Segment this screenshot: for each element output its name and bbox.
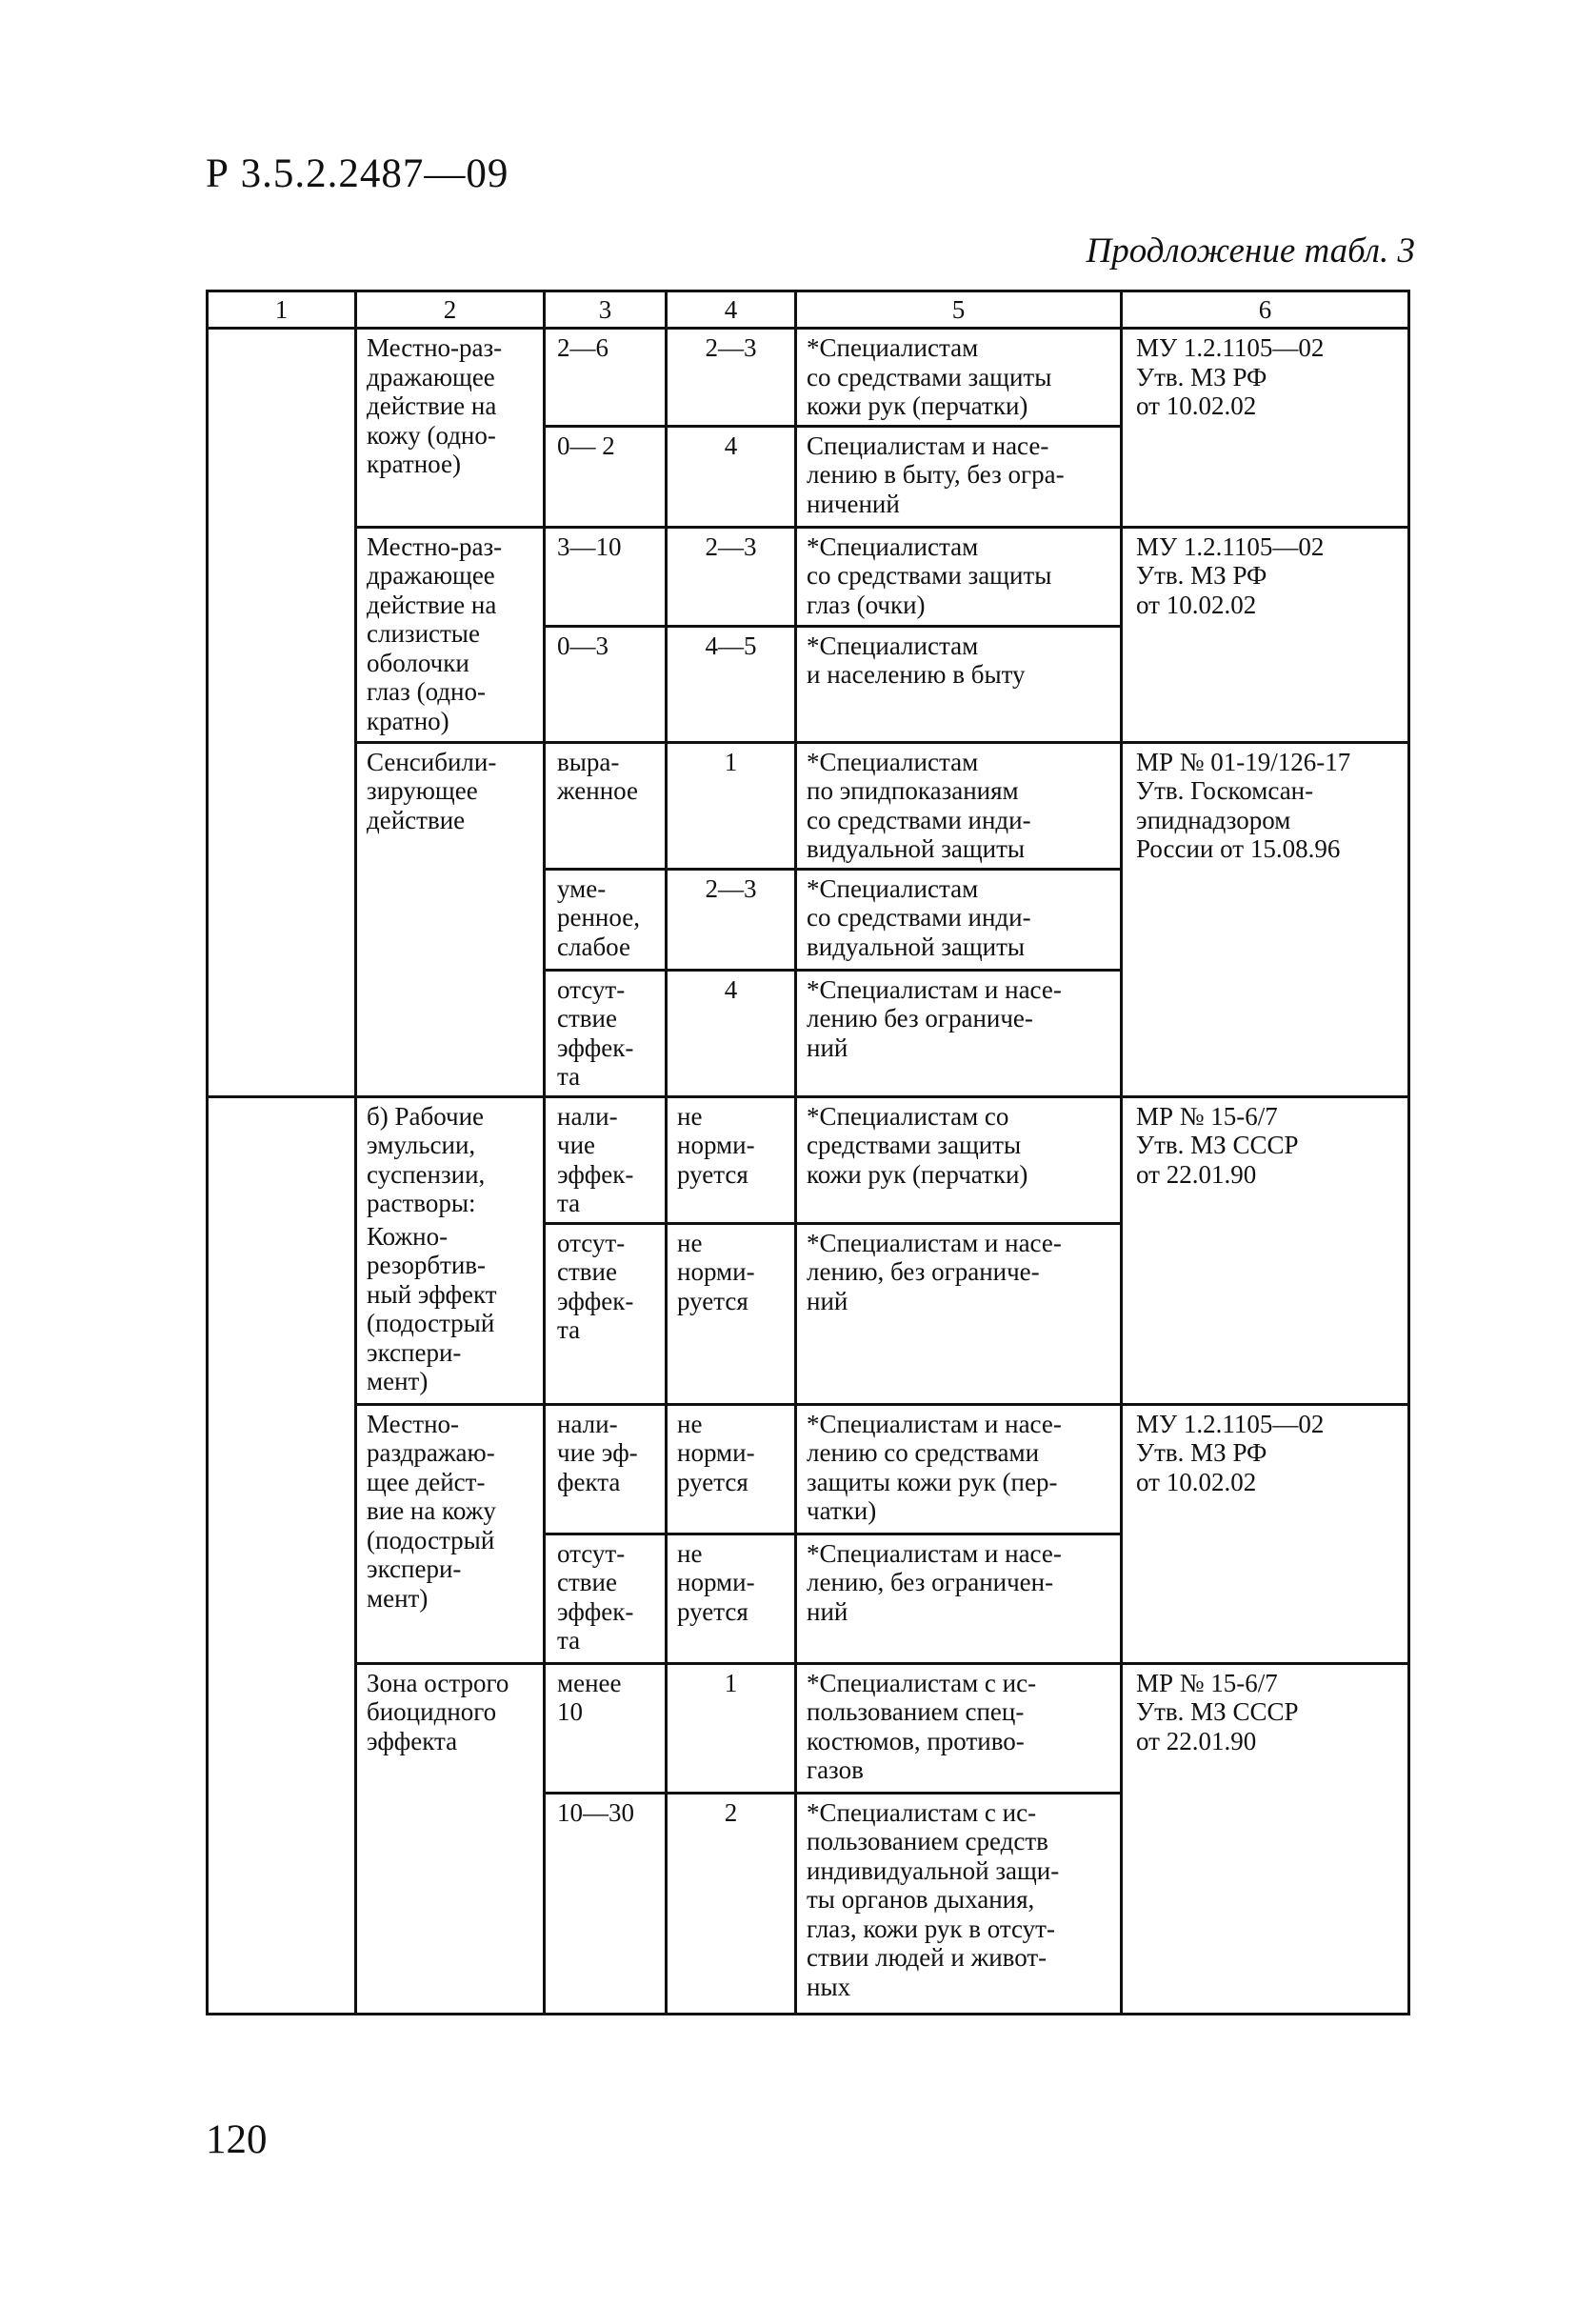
- effect-cell: Местно-раз- дражающее действие на кожу (одно- кратное): [356, 329, 545, 528]
- column-number-row: [208, 291, 1409, 329]
- table-row: [208, 329, 1409, 427]
- effect-sublabel: Кожно- резорбтив- ный эффект (подострый экспери- мент): [367, 1221, 497, 1395]
- column-1-cell: [208, 1096, 356, 2014]
- column-number: 4: [667, 291, 796, 329]
- reference-cell: МР № 15-6/7 Утв. МЗ СССР от 22.01.90: [1122, 1096, 1409, 1404]
- page-number: 120: [206, 2117, 268, 2162]
- class-cell: 1: [667, 742, 796, 869]
- level-cell: выра- женное: [545, 742, 667, 869]
- level-cell: нали- чие эф- фекта: [545, 1404, 667, 1534]
- class-cell: не норми- руется: [667, 1404, 796, 1534]
- level-cell: 10—30: [545, 1793, 667, 2014]
- class-cell: 2—3: [667, 869, 796, 970]
- recommendation-cell: *Специалистам со средствами защиты кожи рук (перчатки): [796, 329, 1122, 427]
- reference-cell: МУ 1.2.1105—02 Утв. МЗ РФ от 10.02.02: [1122, 1404, 1409, 1663]
- reference-cell: МУ 1.2.1105—02 Утв. МЗ РФ от 10.02.02: [1122, 329, 1409, 528]
- effect-cell: Зона острого биоцидного эффекта: [356, 1663, 545, 2014]
- class-cell: 2—3: [667, 329, 796, 427]
- column-number: 1: [208, 291, 356, 329]
- table-row: [208, 742, 1409, 869]
- effect-cell: Местно-раз- дражающее действие на слизистые оболочки глаз (одно- кратно): [356, 527, 545, 742]
- recommendation-cell: *Специалистам с ис- пользованием спец- костюмов, противо- газов: [796, 1663, 1122, 1793]
- class-cell: не норми- руется: [667, 1223, 796, 1404]
- class-cell: 2—3: [667, 527, 796, 626]
- level-cell: 0— 2: [545, 426, 667, 527]
- class-cell: не норми- руется: [667, 1534, 796, 1663]
- document-code: Р 3.5.2.2487—09: [206, 151, 509, 196]
- recommendation-cell: *Специалистам со средствами защиты глаз (очки): [796, 527, 1122, 626]
- reference-cell: МУ 1.2.1105—02 Утв. МЗ РФ от 10.02.02: [1122, 527, 1409, 742]
- column-number: 3: [545, 291, 667, 329]
- level-cell: уме- ренное, слабое: [545, 869, 667, 970]
- level-cell: 2—6: [545, 329, 667, 427]
- class-cell: не норми- руется: [667, 1096, 796, 1223]
- recommendation-cell: *Специалистам со средствами защиты кожи рук (перчатки): [796, 1096, 1122, 1223]
- class-cell: 4: [667, 426, 796, 527]
- level-cell: отсут- ствие эффек- та: [545, 970, 667, 1096]
- recommendation-cell: *Специалистам и населению в быту: [796, 626, 1122, 742]
- recommendation-cell: *Специалистам и насе- лению со средствами защиты кожи рук (пер- чатки): [796, 1404, 1122, 1534]
- level-cell: 3—10: [545, 527, 667, 626]
- table-continuation-caption: Продложение табл. 3: [1086, 231, 1415, 271]
- column-number: 5: [796, 291, 1122, 329]
- level-cell: менее 10: [545, 1663, 667, 1793]
- recommendation-cell: Специалистам и насе- лению в быту, без огра- ничений: [796, 426, 1122, 527]
- reference-cell: МР № 15-6/7 Утв. МЗ СССР от 22.01.90: [1122, 1663, 1409, 2014]
- level-cell: отсут- ствие эффек- та: [545, 1534, 667, 1663]
- table-row: [208, 1404, 1409, 1534]
- recommendation-cell: *Специалистам и насе- лению, без ограниче- ний: [796, 1223, 1122, 1404]
- recommendation-cell: *Специалистам с ис- пользованием средств индивидуальной защи- ты органов дыхания, глаз, кожи рук в отсут- ствии людей и живот- ных: [796, 1793, 1122, 2014]
- level-cell: 0—3: [545, 626, 667, 742]
- column-1-cell: [208, 329, 356, 1097]
- recommendation-cell: *Специалистам и насе- лению, без ограничен- ний: [796, 1534, 1122, 1663]
- recommendation-cell: *Специалистам и насе- лению без ограниче- ний: [796, 970, 1122, 1096]
- table-row: [208, 527, 1409, 626]
- table-row: [208, 1096, 1409, 1223]
- class-cell: 4—5: [667, 626, 796, 742]
- class-cell: 4: [667, 970, 796, 1096]
- column-number: 6: [1122, 291, 1409, 329]
- effect-cell: [356, 1096, 545, 1404]
- column-number: 2: [356, 291, 545, 329]
- table-row: [208, 1663, 1409, 1793]
- effect-group-label: б) Рабочие эмульсии, суспензии, растворы:: [367, 1101, 486, 1217]
- level-cell: отсут- ствие эффек- та: [545, 1223, 667, 1404]
- effect-cell: Местно- раздражаю- щее дейст- вие на кожу (подострый экспери- мент): [356, 1404, 545, 1663]
- level-cell: нали- чие эффек- та: [545, 1096, 667, 1223]
- regulation-table: [206, 290, 1410, 2015]
- reference-cell: МР № 01-19/126-17 Утв. Госкомсан- эпиднадзором России от 15.08.96: [1122, 742, 1409, 1096]
- class-cell: 1: [667, 1663, 796, 1793]
- recommendation-cell: *Специалистам со средствами инди- видуальной защиты: [796, 869, 1122, 970]
- class-cell: 2: [667, 1793, 796, 2014]
- recommendation-cell: *Специалистам по эпидпоказаниям со средствами инди- видуальной защиты: [796, 742, 1122, 869]
- effect-cell: Сенсибили- зирующее действие: [356, 742, 545, 1096]
